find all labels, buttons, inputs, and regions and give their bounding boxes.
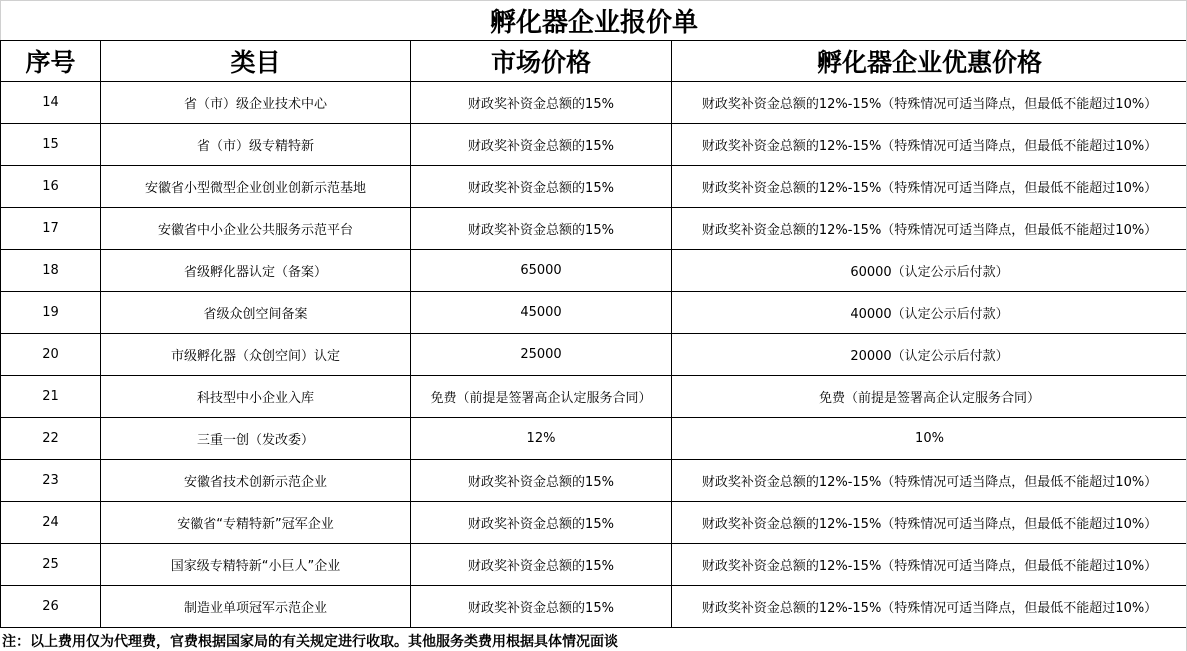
table-row bbox=[1, 292, 1187, 334]
title-row bbox=[1, 1, 1187, 41]
row-index-cell[interactable]: 17 bbox=[1, 208, 101, 250]
table-row bbox=[1, 544, 1187, 586]
row-category-cell[interactable]: 三重一创（发改委） bbox=[101, 418, 411, 460]
row-market-price-cell[interactable]: 25000 bbox=[411, 334, 672, 376]
row-market-price-cell[interactable]: 财政奖补资金总额的15% bbox=[411, 208, 672, 250]
row-category-cell[interactable]: 科技型中小企业入库 bbox=[101, 376, 411, 418]
row-index-cell[interactable]: 24 bbox=[1, 502, 101, 544]
table-row bbox=[1, 208, 1187, 250]
table-row bbox=[1, 418, 1187, 460]
row-index-cell[interactable]: 22 bbox=[1, 418, 101, 460]
row-category-cell[interactable]: 安徽省“专精特新”冠军企业 bbox=[101, 502, 411, 544]
row-index-cell[interactable]: 20 bbox=[1, 334, 101, 376]
row-market-price-cell[interactable]: 财政奖补资金总额的15% bbox=[411, 586, 672, 628]
row-index-cell[interactable]: 25 bbox=[1, 544, 101, 586]
row-index-cell[interactable]: 21 bbox=[1, 376, 101, 418]
row-category-cell[interactable]: 国家级专精特新“小巨人”企业 bbox=[101, 544, 411, 586]
row-discount-price-cell[interactable]: 财政奖补资金总额的12%-15%（特殊情况可适当降点，但最低不能超过10%） bbox=[672, 124, 1187, 166]
table-row bbox=[1, 460, 1187, 502]
row-discount-price-cell[interactable]: 10% bbox=[672, 418, 1187, 460]
row-index-cell[interactable]: 16 bbox=[1, 166, 101, 208]
header-market-price[interactable]: 市场价格 bbox=[411, 41, 672, 82]
row-category-cell[interactable]: 安徽省小型微型企业创业创新示范基地 bbox=[101, 166, 411, 208]
table-row bbox=[1, 82, 1187, 124]
row-market-price-cell[interactable]: 财政奖补资金总额的15% bbox=[411, 502, 672, 544]
row-index-cell[interactable]: 15 bbox=[1, 124, 101, 166]
row-index-cell[interactable]: 26 bbox=[1, 586, 101, 628]
row-discount-price-cell[interactable]: 免费（前提是签署高企认定服务合同） bbox=[672, 376, 1187, 418]
header-row bbox=[1, 41, 1187, 82]
footnote[interactable]: 注：以上费用仅为代理费，官费根据国家局的有关规定进行收取。其他服务类费用根据具体情况面谈 bbox=[2, 634, 618, 650]
row-category-cell[interactable]: 安徽省中小企业公共服务示范平台 bbox=[101, 208, 411, 250]
row-category-cell[interactable]: 市级孵化器（众创空间）认定 bbox=[101, 334, 411, 376]
table-row bbox=[1, 166, 1187, 208]
table-row bbox=[1, 334, 1187, 376]
row-discount-price-cell[interactable]: 财政奖补资金总额的12%-15%（特殊情况可适当降点，但最低不能超过10%） bbox=[672, 166, 1187, 208]
row-discount-price-cell[interactable]: 财政奖补资金总额的12%-15%（特殊情况可适当降点，但最低不能超过10%） bbox=[672, 586, 1187, 628]
row-category-cell[interactable]: 安徽省技术创新示范企业 bbox=[101, 460, 411, 502]
row-discount-price-cell[interactable]: 60000（认定公示后付款） bbox=[672, 250, 1187, 292]
row-market-price-cell[interactable]: 12% bbox=[411, 418, 672, 460]
row-discount-price-cell[interactable]: 财政奖补资金总额的12%-15%（特殊情况可适当降点，但最低不能超过10%） bbox=[672, 502, 1187, 544]
row-market-price-cell[interactable]: 财政奖补资金总额的15% bbox=[411, 166, 672, 208]
row-category-cell[interactable]: 省（市）级企业技术中心 bbox=[101, 82, 411, 124]
row-discount-price-cell[interactable]: 财政奖补资金总额的12%-15%（特殊情况可适当降点，但最低不能超过10%） bbox=[672, 208, 1187, 250]
sheet-title[interactable]: 孵化器企业报价单 bbox=[1, 1, 1187, 41]
row-market-price-cell[interactable]: 65000 bbox=[411, 250, 672, 292]
header-index[interactable]: 序号 bbox=[1, 41, 101, 82]
row-discount-price-cell[interactable]: 20000（认定公示后付款） bbox=[672, 334, 1187, 376]
row-index-cell[interactable]: 23 bbox=[1, 460, 101, 502]
row-discount-price-cell[interactable]: 财政奖补资金总额的12%-15%（特殊情况可适当降点，但最低不能超过10%） bbox=[672, 460, 1187, 502]
row-category-cell[interactable]: 制造业单项冠军示范企业 bbox=[101, 586, 411, 628]
row-discount-price-cell[interactable]: 40000（认定公示后付款） bbox=[672, 292, 1187, 334]
row-category-cell[interactable]: 省级众创空间备案 bbox=[101, 292, 411, 334]
row-market-price-cell[interactable]: 财政奖补资金总额的15% bbox=[411, 460, 672, 502]
row-category-cell[interactable]: 省（市）级专精特新 bbox=[101, 124, 411, 166]
row-market-price-cell[interactable]: 财政奖补资金总额的15% bbox=[411, 124, 672, 166]
header-category[interactable]: 类目 bbox=[101, 41, 411, 82]
row-market-price-cell[interactable]: 免费（前提是签署高企认定服务合同） bbox=[411, 376, 672, 418]
header-discount-price[interactable]: 孵化器企业优惠价格 bbox=[672, 41, 1187, 82]
table-row bbox=[1, 502, 1187, 544]
row-category-cell[interactable]: 省级孵化器认定（备案） bbox=[101, 250, 411, 292]
table-row bbox=[1, 586, 1187, 628]
row-market-price-cell[interactable]: 财政奖补资金总额的15% bbox=[411, 82, 672, 124]
table-row bbox=[1, 124, 1187, 166]
table-row bbox=[1, 376, 1187, 418]
row-index-cell[interactable]: 14 bbox=[1, 82, 101, 124]
table-row bbox=[1, 250, 1187, 292]
row-market-price-cell[interactable]: 财政奖补资金总额的15% bbox=[411, 544, 672, 586]
row-index-cell[interactable]: 18 bbox=[1, 250, 101, 292]
row-discount-price-cell[interactable]: 财政奖补资金总额的12%-15%（特殊情况可适当降点，但最低不能超过10%） bbox=[672, 544, 1187, 586]
row-index-cell[interactable]: 19 bbox=[1, 292, 101, 334]
row-discount-price-cell[interactable]: 财政奖补资金总额的12%-15%（特殊情况可适当降点，但最低不能超过10%） bbox=[672, 82, 1187, 124]
row-market-price-cell[interactable]: 45000 bbox=[411, 292, 672, 334]
